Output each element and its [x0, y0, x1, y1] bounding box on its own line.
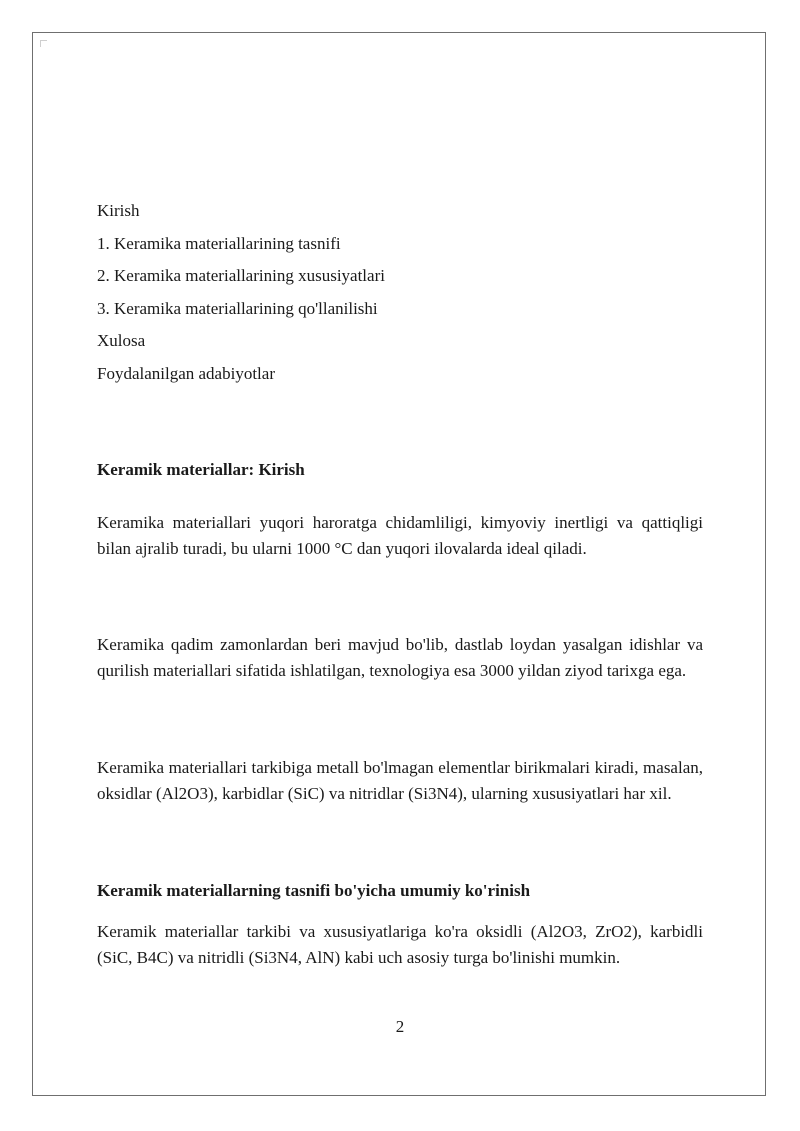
- intro-paragraph-2: Keramika qadim zamonlardan beri mavjud bo'lib, dastlab loydan yasalgan idishlar va qurilish materiallari sifatida ishlatilgan, texnologiya esa 3000 yildan ziyod tarixga ega.: [97, 635, 703, 680]
- intro-heading: Keramik materiallar: Kirish: [97, 460, 305, 479]
- toc-item-xususiyatlari: 2. Keramika materiallarining xususiyatlari: [97, 266, 385, 286]
- classification-paragraph-1: Keramik materiallar tarkibi va xususiyatlariga ko'ra oksidli (Al2O3, ZrO2), karbidli (SiC, B4C) va nitridli (Si3N4, AlN) kabi uch asosiy turga bo'linishi mumkin.: [97, 922, 703, 967]
- page-content: [97, 198, 703, 967]
- toc-item-adabiyotlar: Foydalanilgan adabiyotlar: [97, 363, 275, 383]
- intro-paragraph-1: Keramika materiallari yuqori haroratga chidamliligi, kimyoviy inertligi va qattiqligi bilan ajralib turadi, bu ularni 1000 °C dan yuqori ilovalarda ideal qiladi.: [97, 513, 703, 558]
- toc-item-kirish: Kirish: [97, 201, 140, 220]
- toc-item-qollanilishi: 3. Keramika materiallarining qo'llanilishi: [97, 298, 378, 318]
- table-of-contents: [97, 198, 703, 394]
- classification-heading: Keramik materiallarning tasnifi bo'yicha umumiy ko'rinish: [97, 881, 531, 900]
- toc-item-tasnifi: 1. Keramika materiallarining tasnifi: [97, 233, 341, 253]
- corner-crop-mark: [40, 40, 47, 47]
- intro-paragraph-3: Keramika materiallari tarkibiga metall bo'lmagan elementlar birikmalari kiradi, masalan, oksidlar (Al2O3), karbidlar (SiC) va nitridlar (Si3N4), ularning xususiyatlari har xil.: [97, 758, 703, 803]
- toc-item-xulosa: Xulosa: [97, 331, 146, 351]
- page-number: 2: [395, 1017, 405, 1036]
